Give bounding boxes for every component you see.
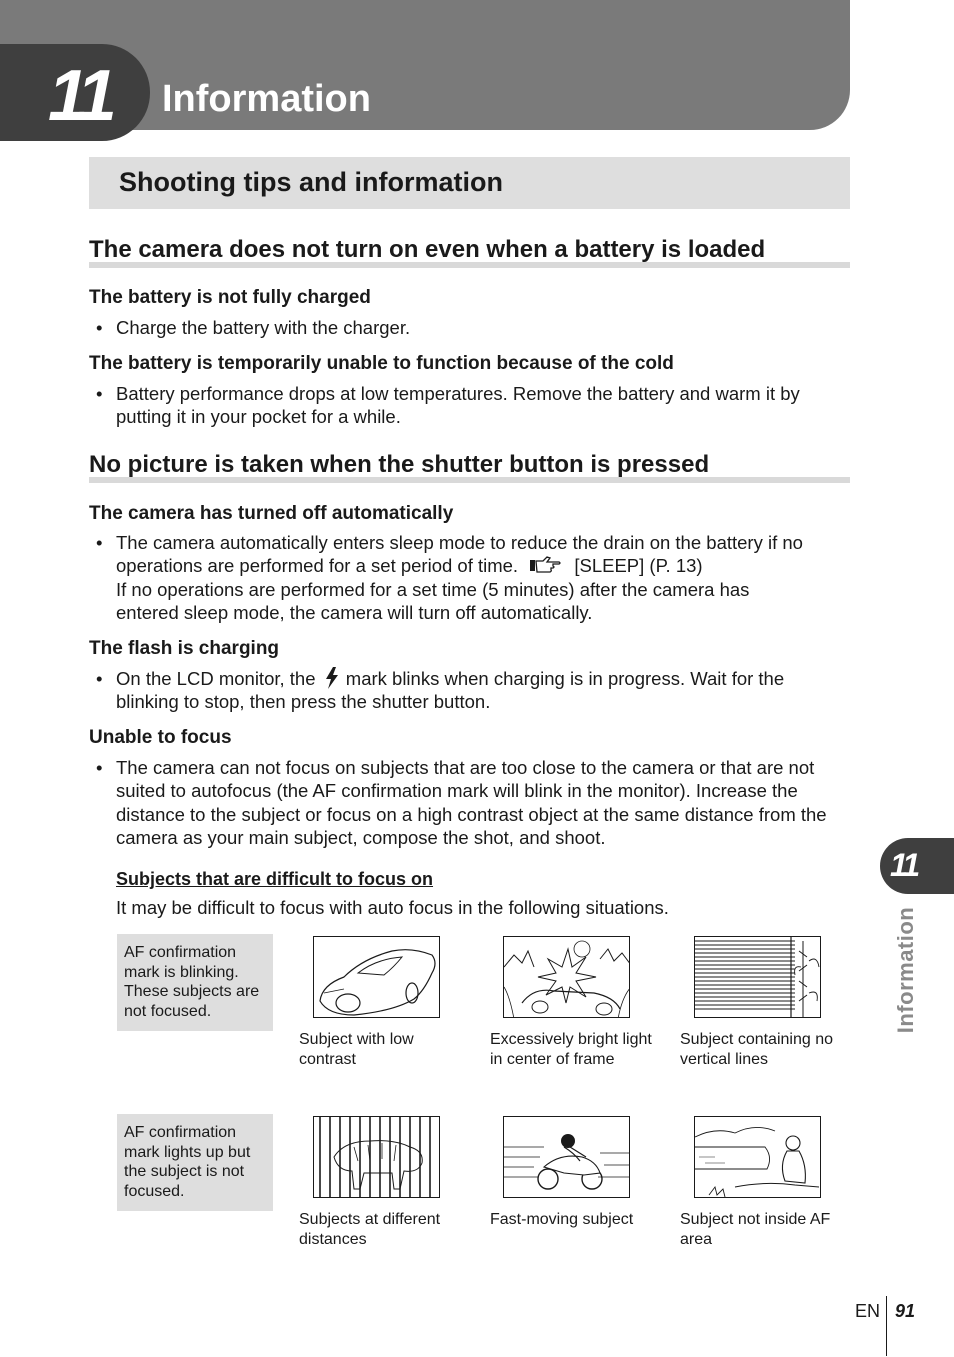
illustration-caption: Subject not inside AF area <box>680 1211 831 1248</box>
af-status-label: AF confirmation mark lights up but the subject is not focused. <box>117 1114 273 1211</box>
side-chapter-label: Information <box>893 906 918 1034</box>
bullet-line: The camera automatically enters sleep mode to reduce the drain on the battery if no <box>116 532 803 553</box>
subheading: The battery is not fully charged <box>89 287 371 308</box>
subheading: The camera has turned off automatically <box>89 503 454 524</box>
topic-title: No picture is taken when the shutter button is pressed <box>89 451 710 478</box>
bullet-dot: • <box>96 317 103 338</box>
bullet-item <box>96 667 854 714</box>
bullet-line: If no operations are performed for a set time (5 minutes) after the camera has <box>116 578 750 600</box>
bullet-dot: • <box>96 668 103 689</box>
bullet-dot: • <box>96 532 103 553</box>
bullet-text: The camera can not focus on subjects that are too close to the camera or that are not suited to autofocus (the AF confirmation mark will blink in the monitor). Increase the distance to the subject or focus on a high contrast object at the same distance from the camera as your main subject, compose the shot, and shoot. <box>116 757 827 848</box>
illustration-caption: Fast-moving subject <box>490 1211 634 1228</box>
subheading: The battery is temporarily unable to function because of the cold <box>89 353 674 374</box>
bullet-line-text: mark blinks when charging is in progress. Wait for the <box>345 668 785 689</box>
bullet-line <box>116 554 854 577</box>
bullet-item <box>96 531 854 624</box>
bullet-dot: • <box>96 383 103 404</box>
person-by-lake-illustration <box>694 1116 821 1198</box>
flash-icon <box>325 667 339 689</box>
bullet-text: Battery performance drops at low temperatures. Remove the battery and warm it by putting it in your pocket for a while. <box>116 383 800 428</box>
bullet-dot: • <box>96 757 103 778</box>
bullet-text <box>116 667 854 714</box>
section-title: Shooting tips and information <box>119 167 503 197</box>
car-illustration <box>313 936 440 1018</box>
bullet-text: Charge the battery with the charger. <box>116 317 411 338</box>
illustration-caption: Subject containing no vertical lines <box>680 1031 833 1068</box>
chapter-number: 11 <box>48 56 111 136</box>
bullet-item <box>96 382 854 429</box>
section-heading-box <box>89 157 850 209</box>
bullet-line-text: operations are performed for a set period of time. <box>116 555 519 577</box>
reference-hand-icon <box>529 556 563 574</box>
topic-title: The camera does not turn on even when a battery is loaded <box>89 236 766 263</box>
subheading: The flash is charging <box>89 638 280 659</box>
footer-divider <box>886 1296 887 1356</box>
bullet-item <box>96 756 854 849</box>
side-chapter-number: 11 <box>890 847 918 883</box>
illustration-caption: Subjects at different distances <box>299 1211 441 1248</box>
bullet-line: blinking to stop, then press the shutter button. <box>116 691 491 713</box>
bullet-item <box>96 316 854 339</box>
tiger-behind-bars-illustration <box>313 1116 440 1198</box>
bullet-line <box>116 667 854 690</box>
motorcycle-illustration <box>503 1116 630 1198</box>
subheading: Unable to focus <box>89 727 232 748</box>
topic-heading <box>89 236 850 268</box>
illustration-caption: Excessively bright light in center of frame <box>490 1031 652 1068</box>
bright-light-illustration <box>503 936 630 1018</box>
af-status-label: AF confirmation mark is blinking. These subjects are not focused. <box>117 934 273 1031</box>
horizontal-lines-illustration <box>694 936 821 1018</box>
bullet-text <box>116 531 854 624</box>
page-number: 91 <box>895 1301 916 1321</box>
chapter-title: Information <box>162 78 371 120</box>
page-reference: [SLEEP] (P. 13) <box>574 555 703 577</box>
topic-heading <box>89 451 850 483</box>
illustration-caption: Subject with low contrast <box>299 1031 414 1068</box>
difficult-subjects-title: Subjects that are difficult to focus on <box>116 869 434 889</box>
bullet-line: entered sleep mode, the camera will turn off automatically. <box>116 601 593 623</box>
bullet-line-text: On the LCD monitor, the <box>116 668 316 689</box>
footer-language: EN <box>855 1301 881 1321</box>
difficult-subjects-intro: It may be difficult to focus with auto focus in the following situations. <box>116 897 669 918</box>
